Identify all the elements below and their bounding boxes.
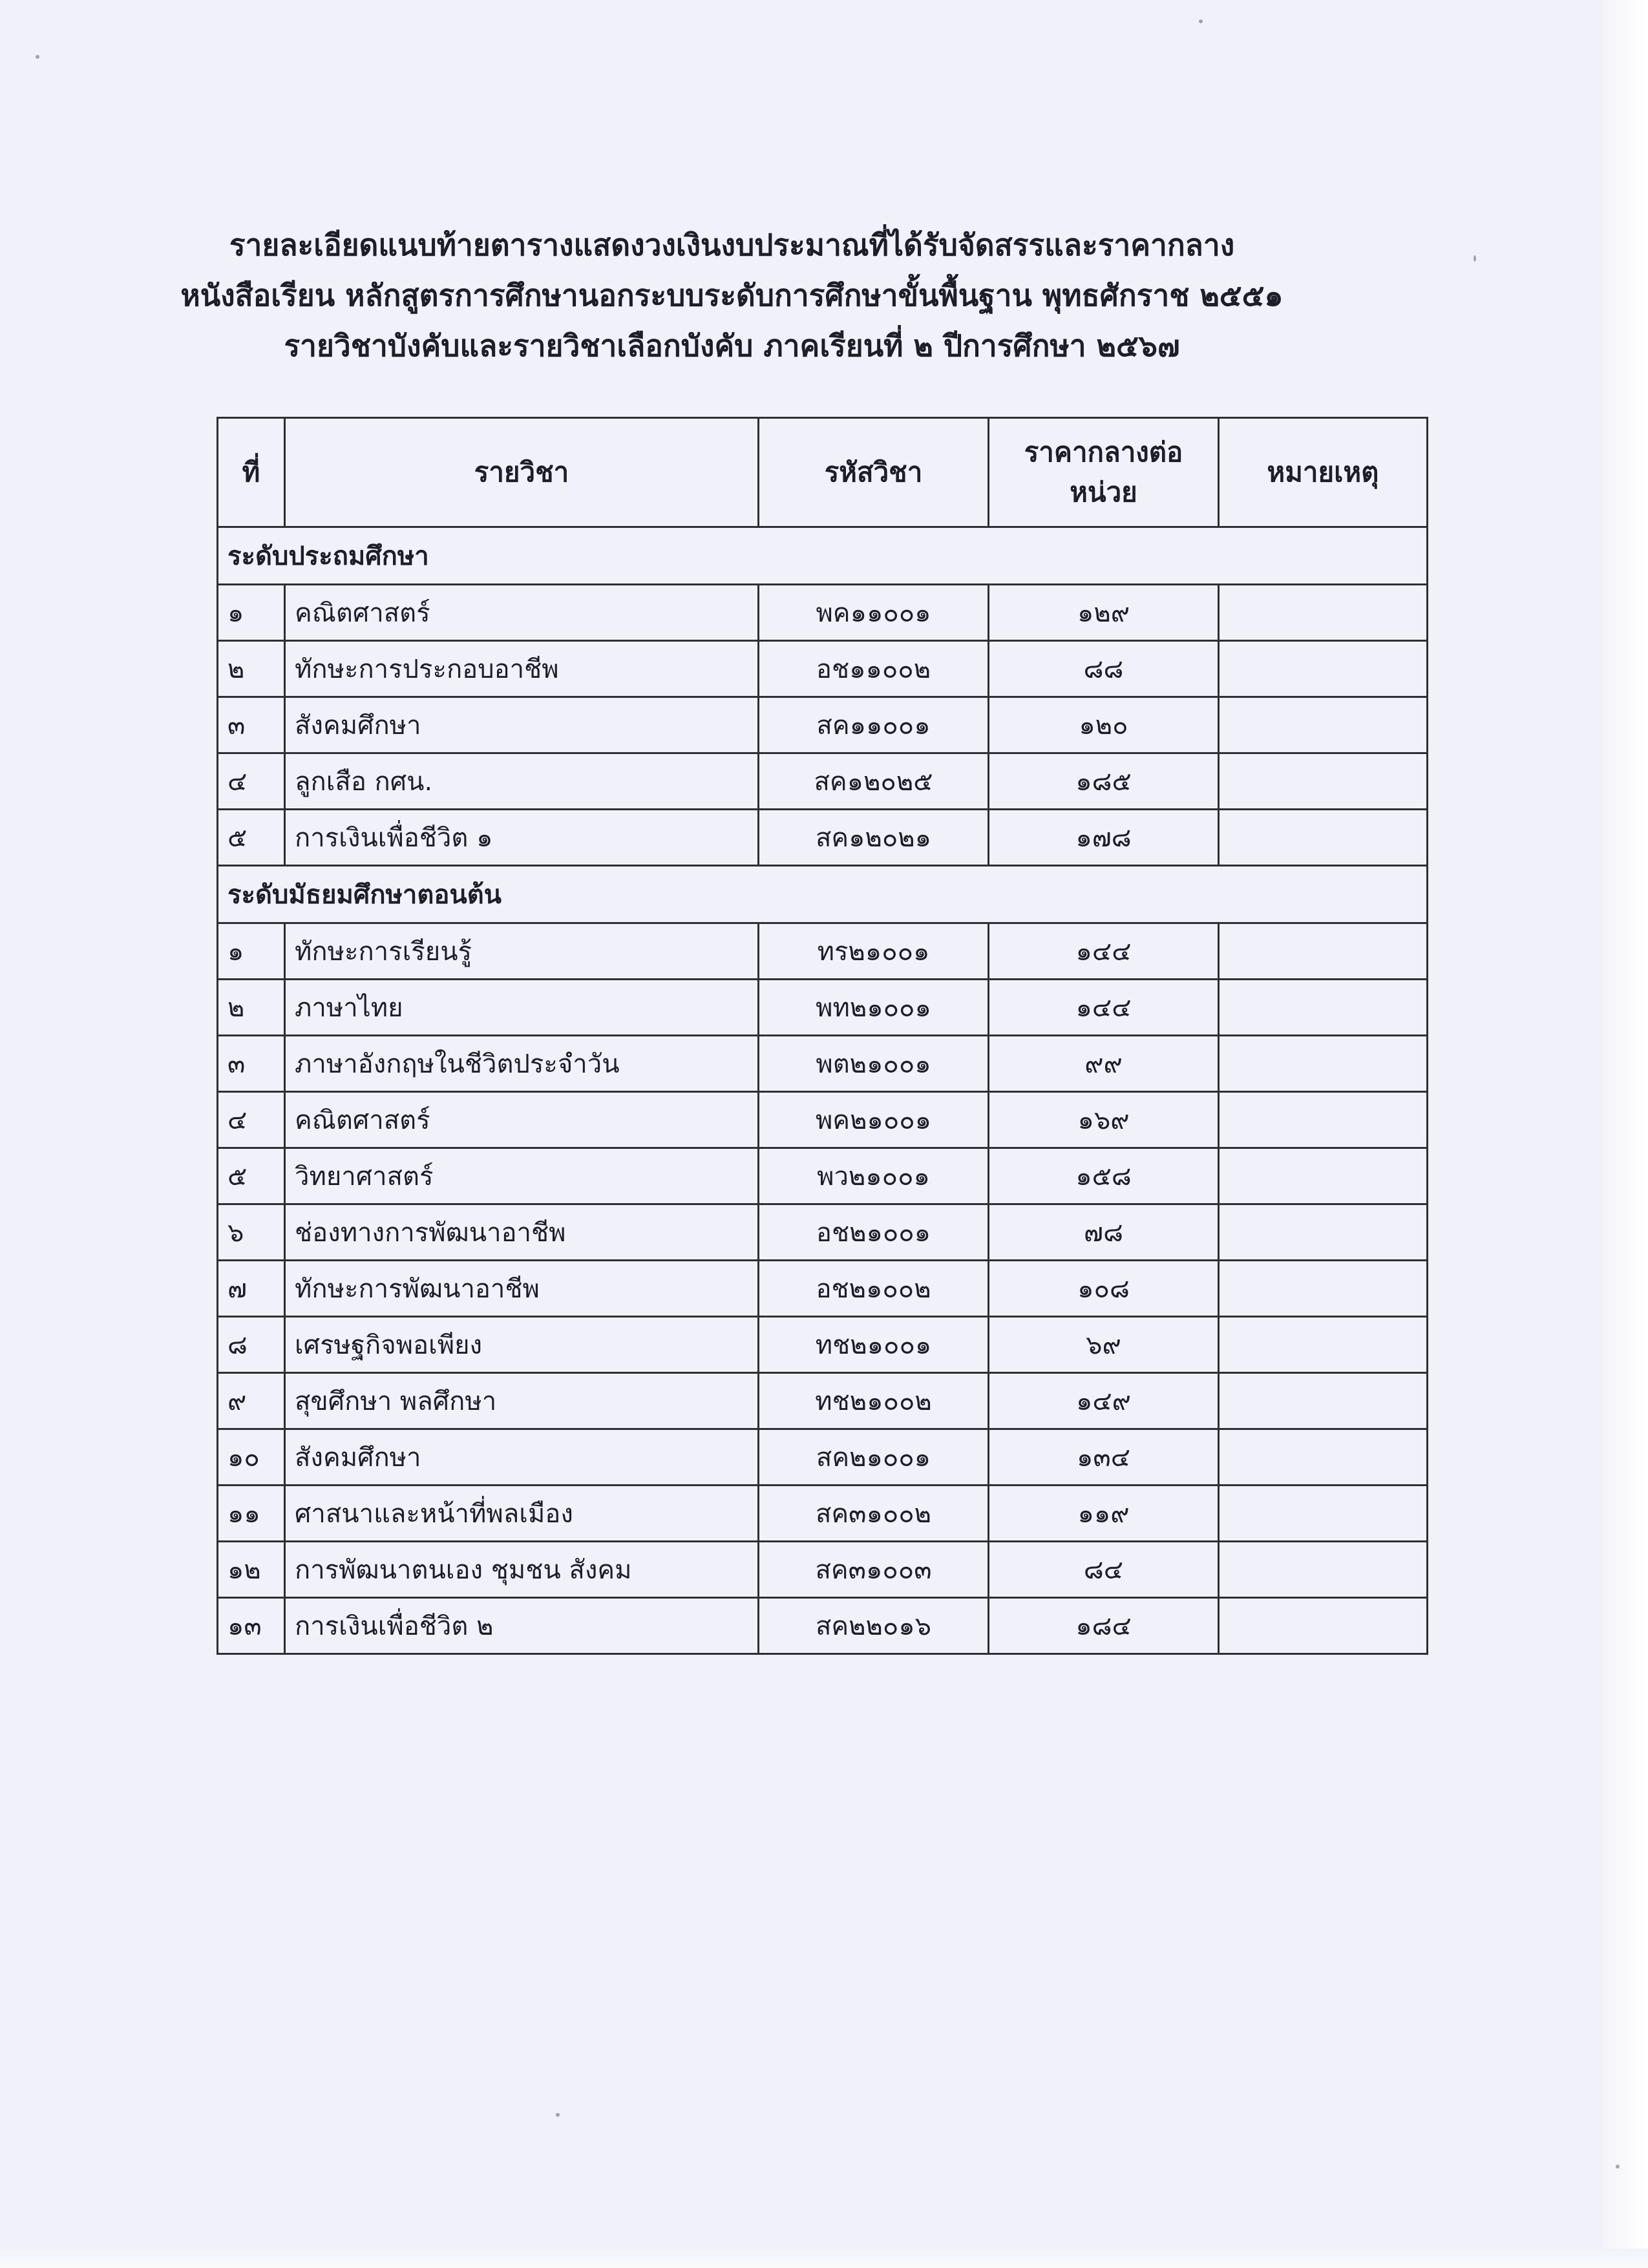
subject-name: การเงินเพื่อชีวิต ๒ xyxy=(285,1598,759,1654)
subject-code: อช๒๑๐๐๑ xyxy=(759,1204,989,1261)
remark xyxy=(1219,753,1428,810)
header-price: ราคากลางต่อหน่วย xyxy=(989,418,1219,527)
document-title xyxy=(0,220,1464,371)
subject-name: ภาษาอังกฤษในชีวิตประจำวัน xyxy=(285,1036,759,1092)
subject-code: พค๒๑๐๐๑ xyxy=(759,1092,989,1148)
subject-name: วิทยาศาสตร์ xyxy=(285,1148,759,1204)
row-number: ๒ xyxy=(218,980,285,1036)
subject-code: สค๓๑๐๐๒ xyxy=(759,1486,989,1542)
remark xyxy=(1219,1373,1428,1429)
title-line-2: หนังสือเรียน หลักสูตรการศึกษานอกระบบระดับการศึกษาขั้นพื้นฐาน พุทธศักราช ๒๕๕๑ xyxy=(180,278,1284,313)
unit-price: ๘๘ xyxy=(989,641,1219,697)
table-row xyxy=(218,697,1428,753)
table-row xyxy=(218,1429,1428,1486)
subject-name: การเงินเพื่อชีวิต ๑ xyxy=(285,810,759,866)
unit-price: ๙๙ xyxy=(989,1036,1219,1092)
scan-speck xyxy=(1474,255,1476,262)
table-row xyxy=(218,1148,1428,1204)
table-row xyxy=(218,753,1428,810)
row-number: ๑ xyxy=(218,923,285,980)
table-row xyxy=(218,923,1428,980)
subject-name: สังคมศึกษา xyxy=(285,1429,759,1486)
scan-edge xyxy=(1603,0,1648,2268)
unit-price: ๑๓๔ xyxy=(989,1429,1219,1486)
row-number: ๒ xyxy=(218,641,285,697)
row-number: ๑ xyxy=(218,585,285,641)
remark xyxy=(1219,585,1428,641)
scan-speck xyxy=(556,2113,560,2117)
remark xyxy=(1219,1598,1428,1654)
remark xyxy=(1219,923,1428,980)
remark xyxy=(1219,1092,1428,1148)
subject-code: สค๒๒๐๑๖ xyxy=(759,1598,989,1654)
table-row xyxy=(218,1598,1428,1654)
table-row xyxy=(218,1317,1428,1373)
row-number: ๓ xyxy=(218,1036,285,1092)
subject-code: สค๑๒๐๒๕ xyxy=(759,753,989,810)
price-table xyxy=(217,417,1428,1655)
unit-price: ๑๑๙ xyxy=(989,1486,1219,1542)
row-number: ๔ xyxy=(218,753,285,810)
remark xyxy=(1219,1542,1428,1598)
subject-code: พท๒๑๐๐๑ xyxy=(759,980,989,1036)
subject-code: พค๑๑๐๐๑ xyxy=(759,585,989,641)
subject-name: ศาสนาและหน้าที่พลเมือง xyxy=(285,1486,759,1542)
subject-code: พว๒๑๐๐๑ xyxy=(759,1148,989,1204)
section-row xyxy=(218,527,1428,585)
subject-name: สุขศึกษา พลศึกษา xyxy=(285,1373,759,1429)
table-header-row xyxy=(218,418,1428,527)
remark xyxy=(1219,641,1428,697)
remark xyxy=(1219,980,1428,1036)
unit-price: ๑๘๔ xyxy=(989,1598,1219,1654)
table-row xyxy=(218,810,1428,866)
remark xyxy=(1219,1317,1428,1373)
unit-price: ๑๒๐ xyxy=(989,697,1219,753)
remark xyxy=(1219,1429,1428,1486)
remark xyxy=(1219,697,1428,753)
title-line-1: รายละเอียดแนบท้ายตารางแสดงวงเงินงบประมาณที่ได้รับจัดสรรและราคากลาง xyxy=(229,227,1235,262)
subject-code: ทร๒๑๐๐๑ xyxy=(759,923,989,980)
unit-price: ๑๖๙ xyxy=(989,1092,1219,1148)
unit-price: ๘๔ xyxy=(989,1542,1219,1598)
table-row xyxy=(218,1261,1428,1317)
header-remark: หมายเหตุ xyxy=(1219,418,1428,527)
remark xyxy=(1219,1036,1428,1092)
header-no: ที่ xyxy=(218,418,285,527)
row-number: ๔ xyxy=(218,1092,285,1148)
unit-price: ๗๘ xyxy=(989,1204,1219,1261)
scan-bottom-edge xyxy=(0,2249,1648,2268)
title-line-3: รายวิชาบังคับและรายวิชาเลือกบังคับ ภาคเรียนที่ ๒ ปีการศึกษา ๒๕๖๗ xyxy=(284,328,1180,363)
table-body xyxy=(218,527,1428,1654)
unit-price: ๑๔๔ xyxy=(989,923,1219,980)
table-row xyxy=(218,641,1428,697)
subject-name: ช่องทางการพัฒนาอาชีพ xyxy=(285,1204,759,1261)
remark xyxy=(1219,810,1428,866)
remark xyxy=(1219,1261,1428,1317)
row-number: ๙ xyxy=(218,1373,285,1429)
row-number: ๓ xyxy=(218,697,285,753)
unit-price: ๖๙ xyxy=(989,1317,1219,1373)
subject-code: อช๒๑๐๐๒ xyxy=(759,1261,989,1317)
subject-name: ทักษะการประกอบอาชีพ xyxy=(285,641,759,697)
row-number: ๖ xyxy=(218,1204,285,1261)
table-row xyxy=(218,1204,1428,1261)
scan-speck xyxy=(1199,19,1203,23)
unit-price: ๑๒๙ xyxy=(989,585,1219,641)
table-row xyxy=(218,1036,1428,1092)
row-number: ๕ xyxy=(218,810,285,866)
subject-name: คณิตศาสตร์ xyxy=(285,585,759,641)
unit-price: ๑๕๘ xyxy=(989,1148,1219,1204)
subject-name: สังคมศึกษา xyxy=(285,697,759,753)
subject-code: สค๑๒๐๒๑ xyxy=(759,810,989,866)
table-row xyxy=(218,585,1428,641)
subject-code: พต๒๑๐๐๑ xyxy=(759,1036,989,1092)
section-row xyxy=(218,866,1428,923)
row-number: ๑๒ xyxy=(218,1542,285,1598)
row-number: ๑๐ xyxy=(218,1429,285,1486)
remark xyxy=(1219,1486,1428,1542)
unit-price: ๑๐๘ xyxy=(989,1261,1219,1317)
subject-code: ทช๒๑๐๐๑ xyxy=(759,1317,989,1373)
row-number: ๕ xyxy=(218,1148,285,1204)
subject-code: สค๑๑๐๐๑ xyxy=(759,697,989,753)
remark xyxy=(1219,1204,1428,1261)
unit-price: ๑๔๙ xyxy=(989,1373,1219,1429)
header-code: รหัสวิชา xyxy=(759,418,989,527)
subject-code: ทช๒๑๐๐๒ xyxy=(759,1373,989,1429)
subject-name: ภาษาไทย xyxy=(285,980,759,1036)
section-title: ระดับประถมศึกษา xyxy=(218,527,1428,585)
table-row xyxy=(218,1373,1428,1429)
remark xyxy=(1219,1148,1428,1204)
unit-price: ๑๗๘ xyxy=(989,810,1219,866)
table-row xyxy=(218,980,1428,1036)
table-row xyxy=(218,1542,1428,1598)
scan-speck xyxy=(36,55,39,59)
table-row xyxy=(218,1092,1428,1148)
row-number: ๑๓ xyxy=(218,1598,285,1654)
row-number: ๗ xyxy=(218,1261,285,1317)
subject-code: สค๒๑๐๐๑ xyxy=(759,1429,989,1486)
scan-speck xyxy=(1616,2165,1620,2168)
subject-name: ทักษะการเรียนรู้ xyxy=(285,923,759,980)
row-number: ๑๑ xyxy=(218,1486,285,1542)
row-number: ๘ xyxy=(218,1317,285,1373)
unit-price: ๑๘๕ xyxy=(989,753,1219,810)
subject-name: คณิตศาสตร์ xyxy=(285,1092,759,1148)
subject-name: เศรษฐกิจพอเพียง xyxy=(285,1317,759,1373)
unit-price: ๑๔๔ xyxy=(989,980,1219,1036)
section-title: ระดับมัธยมศึกษาตอนต้น xyxy=(218,866,1428,923)
subject-code: สค๓๑๐๐๓ xyxy=(759,1542,989,1598)
subject-code: อช๑๑๐๐๒ xyxy=(759,641,989,697)
subject-name: ลูกเสือ กศน. xyxy=(285,753,759,810)
table-row xyxy=(218,1486,1428,1542)
subject-name: การพัฒนาตนเอง ชุมชน สังคม xyxy=(285,1542,759,1598)
header-subject: รายวิชา xyxy=(285,418,759,527)
subject-name: ทักษะการพัฒนาอาชีพ xyxy=(285,1261,759,1317)
